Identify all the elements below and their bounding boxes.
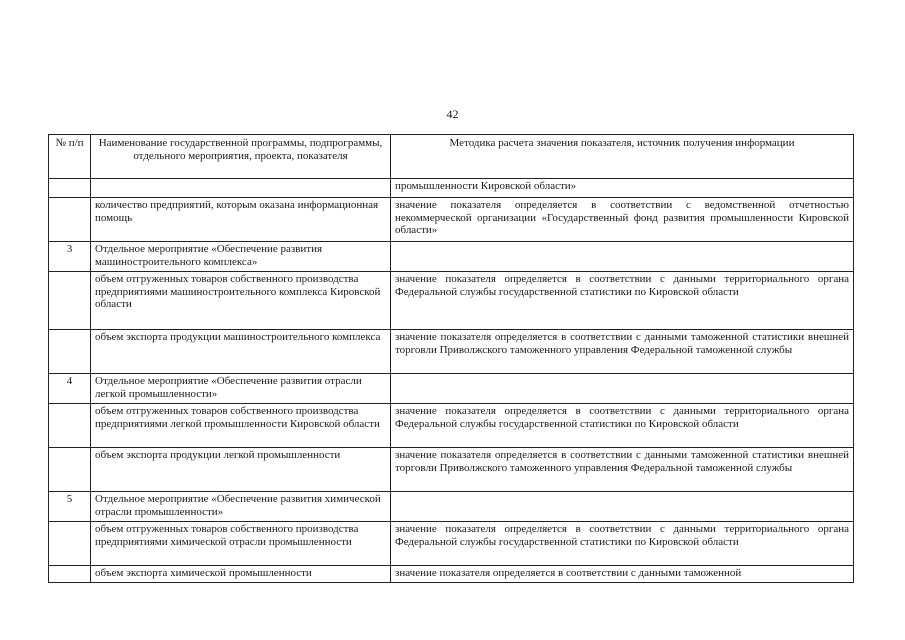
row-num: [49, 448, 91, 492]
table-row: [49, 198, 854, 242]
row-name: Отдельное мероприятие «Обеспечение развития машиностроительного комплекса»: [91, 242, 391, 272]
row-method: значение показателя определяется в соответствии с данными территориального органа Федеральной службы государственной статистики по Кировской области: [391, 522, 854, 566]
row-method: значение показателя определяется в соответствии с данными таможенной статистики внешней торговли Приволжского таможенного управления Федеральной таможенной службы: [391, 448, 854, 492]
row-name: объем экспорта продукции машиностроительного комплекса: [91, 330, 391, 374]
row-name: [91, 179, 391, 198]
table-row: [49, 330, 854, 374]
row-name: Отдельное мероприятие «Обеспечение развития отрасли легкой промышленности»: [91, 374, 391, 404]
row-num: [49, 404, 91, 448]
table-row: [49, 448, 854, 492]
table-row: [49, 179, 854, 198]
row-method: значение показателя определяется в соответствии с данными таможенной статистики внешней торговли Приволжского таможенного управления Федеральной таможенной службы: [391, 330, 854, 374]
row-num: [49, 330, 91, 374]
row-method: промышленности Кировской области»: [391, 179, 854, 198]
methodology-table: [48, 134, 854, 583]
row-method: значение показателя определяется в соответствии с данными территориального органа Федеральной службы государственной статистики по Кировской области: [391, 404, 854, 448]
row-num: 3: [49, 242, 91, 272]
header-num: № п/п: [49, 135, 91, 179]
row-method: [391, 492, 854, 522]
row-num: [49, 566, 91, 583]
row-method: значение показателя определяется в соответствии с данными территориального органа Федеральной службы государственной статистики по Кировской области: [391, 272, 854, 330]
row-name: объем экспорта химической промышленности: [91, 566, 391, 583]
row-method: [391, 242, 854, 272]
table-row: [49, 272, 854, 330]
header-name: Наименование государственной программы, подпрограммы, отдельного мероприятия, проекта, показателя: [91, 135, 391, 179]
row-name: объем отгруженных товаров собственного производства предприятиями химической отрасли промышленности: [91, 522, 391, 566]
page-number: 42: [446, 107, 459, 121]
row-num: [49, 179, 91, 198]
row-num: 4: [49, 374, 91, 404]
row-method: [391, 374, 854, 404]
row-method: значение показателя определяется в соответствии с ведомственной отчетностью некоммерческой организации «Государственный фонд развития промышленности Кировской области»: [391, 198, 854, 242]
row-name: Отдельное мероприятие «Обеспечение развития химической отрасли промышленности»: [91, 492, 391, 522]
table-row: [49, 522, 854, 566]
row-method: значение показателя определяется в соответствии с данными таможенной: [391, 566, 854, 583]
row-num: [49, 272, 91, 330]
row-num: 5: [49, 492, 91, 522]
row-num: [49, 522, 91, 566]
row-name: объем отгруженных товаров собственного производства предприятиями легкой промышленности Кировской области: [91, 404, 391, 448]
row-name: количество предприятий, которым оказана информационная помощь: [91, 198, 391, 242]
row-name: объем отгруженных товаров собственного производства предприятиями машиностроительного комплекса Кировской области: [91, 272, 391, 330]
row-name: объем экспорта продукции легкой промышленности: [91, 448, 391, 492]
table-row: [49, 404, 854, 448]
table-row: [49, 566, 854, 583]
table-row: [49, 492, 854, 522]
table-row: [49, 242, 854, 272]
header-method: Методика расчета значения показателя, источник получения информации: [391, 135, 854, 179]
table-header-row: [49, 135, 854, 179]
row-num: [49, 198, 91, 242]
table-row: [49, 374, 854, 404]
